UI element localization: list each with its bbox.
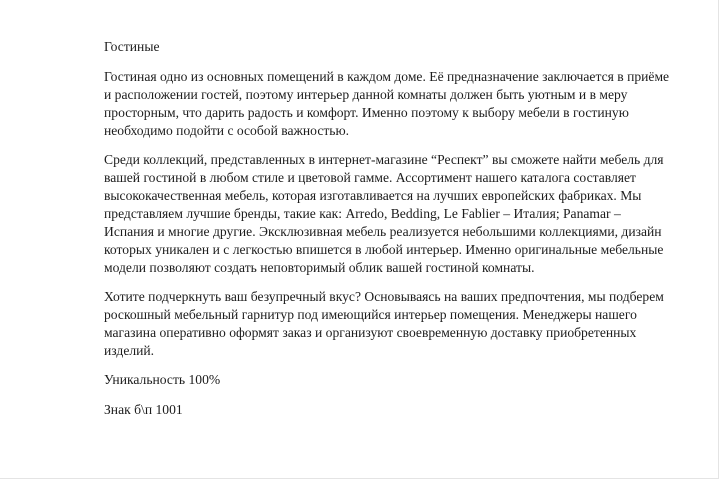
paragraph-collections: Среди коллекций, представленных в интернет-магазине “Респект” вы сможете найти мебель для вашей гостиной в любом стиле и цветовой гамме. Ассортимент нашего каталога составляет высококачественная мебель, которая изготавливается на лучших европейских фабриках. Мы представляем лучшие бренды, такие как: Arredo, Bedding, Le Fablier – Италия; Panamar – Испания и многие другие. Эксклюзивная мебель реализуется небольшими коллекциями, дизайн которых уникален и с легкостью впишется в любой интерьер. Именно оригинальные мебельные модели позволяют создать неповторимый облик вашей гостиной комнаты. (104, 152, 664, 275)
paragraph-intro: Гостиная одно из основных помещений в каждом доме. Её предназначение заключается в приёме и расположении гостей, поэтому интерьер данной комнаты должен быть уютным и в меру просторным, что дарить радость и комфорт. Именно поэтому к выбору мебели в гостиную необходимо подойти с особой важностью. (104, 69, 670, 138)
uniqueness-line: Уникальность 100% (104, 372, 221, 387)
char-count-line: Знак б\п 1001 (104, 402, 183, 417)
document-body (104, 38, 674, 431)
paragraph-offer: Хотите подчеркнуть ваш безупречный вкус? Основываясь на ваших предпочтения, мы подберем роскошный мебельный гарнитур под имеющийся интерьер помещения. Менеджеры нашего магазина оперативно оформят заказ и организуют своевременную доставку приобретенных изделий. (104, 289, 664, 358)
document-heading: Гостиные (104, 39, 160, 54)
